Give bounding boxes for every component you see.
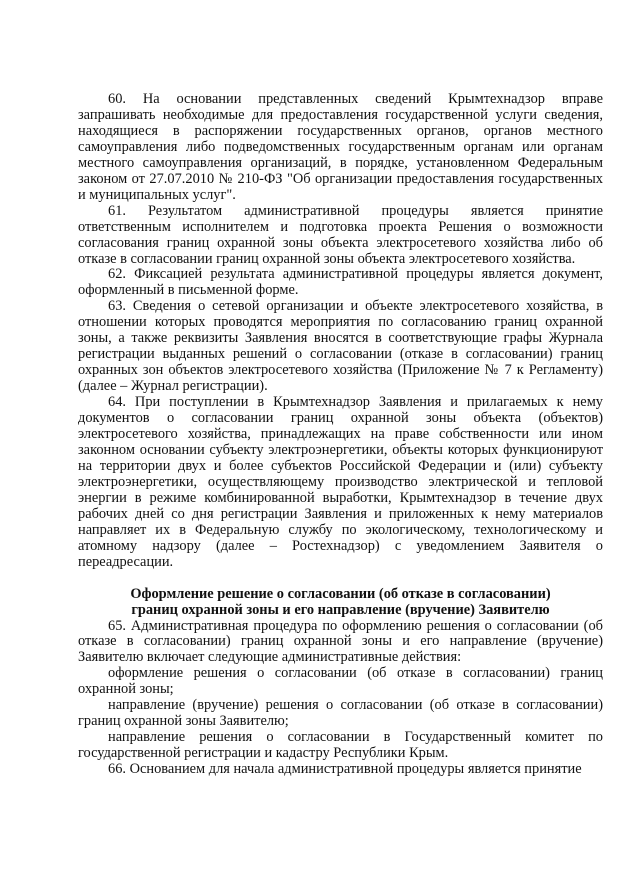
document-page: [78, 92, 603, 778]
list-item-delivery: направление (вручение) решения о согласовании (об отказе в согласовании) границ охранной зоны Заявителю;: [78, 697, 603, 730]
section-heading-line-1: Оформление решение о согласовании (об отказе в согласовании): [130, 585, 551, 602]
paragraph-61: 61. Результатом административной процедуры является принятие ответственным исполнителем и подготовка проекта Решения о возможности согласования границ охранной зоны объекта электросетевого хозяйства либо об отказе в согласовании границ охранной зоны объекта электросетевого хозяйства.: [78, 202, 603, 267]
list-item-formalization: оформление решения о согласовании (об отказе в согласовании) границ охранной зоны;: [78, 665, 603, 698]
paragraph-63: 63. Сведения о сетевой организации и объекте электросетевого хозяйства, в отношении которых проводятся мероприятия по согласованию границ охранной зоны, а также реквизиты Заявления вносятся в соответствующие графы Журнала регистрации выданных решений о согласовании (отказе в согласовании) границ охранных зон объектов электросетевого хозяйства (Приложение № 7 к Регламенту) (далее – Журнал регистрации).: [78, 298, 603, 395]
paragraph-64: 64. При поступлении в Крымтехнадзор Заявления и прилагаемых к нему документов о согласовании границ охранной зоны объекта (объектов) электросетевого хозяйства, принадлежащих на праве собственности или ином законном основании субъекту электроэнергетики, объекты которых функционируют на территории двух и более субъектов Российской Федерации и (или) субъекту электроэнергетики, осуществляющему производство электрической и тепловой энергии в режиме комбинированной выработки, Крымтехнадзор в течение двух рабочих дней со дня регистрации Заявления и приложенных к нему материалов направляет их в Федеральную службу по экологическому, технологическому и атомному надзору (далее – Ростехнадзор) с уведомлением Заявителя о переадресации.: [78, 394, 603, 570]
list-item-registration: направление решения о согласовании в Государственный комитет по государственной регистрации и кадастру Республики Крым.: [78, 729, 603, 762]
paragraph-60: 60. На основании представленных сведений Крымтехнадзор вправе запрашивать необходимые для предоставления государственной услуги сведения, находящиеся в распоряжении государственных органов, органов местного самоуправления либо подведомственных государственным органам или органам местного самоуправления организаций, в порядке, установленном Федеральным законом от 27.07.2010 № 210-ФЗ "Об организации предоставления государственных и муниципальных услуг".: [78, 91, 603, 203]
paragraph-65: 65. Административная процедура по оформлению решения о согласовании (об отказе в согласовании) границ охранной зоны и его направление (вручение) Заявителю включает следующие административные действия:: [78, 617, 603, 666]
paragraph-62: 62. Фиксацией результата административной процедуры является документ, оформленный в письменной форме.: [78, 266, 603, 299]
section-heading-line-2: границ охранной зоны и его направление (вручение) Заявителю: [131, 601, 550, 618]
paragraph-66: 66. Основанием для начала административной процедуры является принятие: [108, 761, 582, 778]
section-heading: [78, 587, 603, 619]
